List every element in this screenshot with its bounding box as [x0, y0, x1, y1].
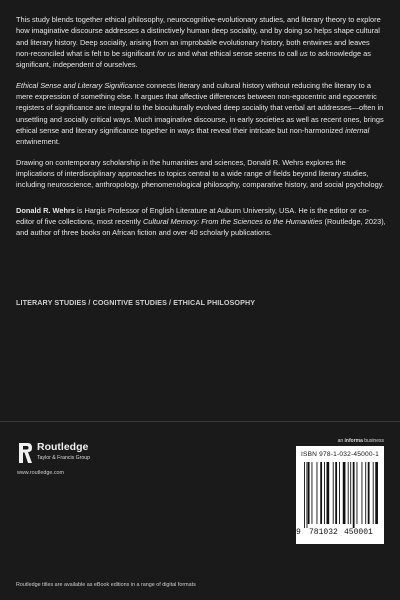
barcode-bar — [348, 462, 349, 524]
description-paragraph-1 — [16, 14, 386, 70]
text-span: and what ethical sense seems to call — [175, 48, 300, 58]
isbn-label: ISBN 978-1-032-45000-1 — [300, 451, 380, 458]
barcode-bar — [373, 462, 374, 524]
barcode-bar — [312, 462, 313, 524]
barcode-bar — [307, 462, 308, 528]
text-span: (Routledge, 2023), and author of three books on African fiction and over 40 scholarly publications. — [16, 216, 386, 237]
barcode-bar — [317, 462, 318, 524]
text-emphasis: us — [299, 48, 308, 58]
barcode-bar — [308, 462, 310, 524]
publisher-group: Taylor & Francis Group — [37, 454, 91, 461]
barcode-bars — [302, 462, 378, 530]
barcode-bar — [339, 462, 340, 524]
routledge-logo-icon — [17, 441, 33, 465]
description-paragraph-2 — [16, 80, 386, 148]
subject-categories: LITERARY STUDIES / COGNITIVE STUDIES / ETHICAL PHILOSOPHY — [16, 298, 256, 307]
barcode-left-digits: 781032 — [309, 528, 338, 537]
publisher-name: Routledge — [37, 441, 89, 453]
barcode-bar — [368, 462, 370, 524]
text-span: to acknowledge as significant, independent of ourselves. — [16, 48, 371, 69]
book-title: Ethical Sense and Literary Significance — [16, 80, 145, 90]
text-emphasis: internal — [345, 125, 370, 135]
barcode-bar — [365, 462, 366, 524]
text-span: connects literary and cultural history without reducing the literary to a mere expression of something else. It argues that affective differences between non-egocentric and egocentric registers of significance are integral to the bioculturally evolved deep sociality that verbal art addresses—often in unsettling and socially critical ways. Much imaginative discourse, in early societies as well as recent ones, brings ethical sense and literary significance together in ways that reveal their intricate but non-harmonized — [16, 80, 384, 135]
barcode-bar — [320, 462, 322, 524]
text-emphasis: for us — [156, 48, 176, 58]
informa-tagline — [338, 438, 384, 444]
barcode-bar — [333, 462, 334, 524]
isbn-barcode — [296, 446, 384, 544]
text-span: is Hargis Professor of English Literature at Auburn University, USA. He is the editor or co-editor of five collections, most recently — [16, 205, 369, 226]
barcode-bar — [304, 462, 305, 528]
back-cover-text — [16, 14, 386, 248]
barcode-bar — [362, 462, 363, 524]
barcode-bar — [324, 462, 325, 524]
text-span: an — [337, 438, 345, 444]
barcode-first-digit: 9 — [296, 528, 301, 537]
informa-wordmark: informa — [344, 438, 363, 444]
publisher-logo — [17, 441, 90, 465]
text-span: This study blends together ethical philosophy, neurocognitive-evolutionary studies, and literary theory to explore how imaginative discourse addresses a distinctively human deep sociality, and by doing so helps shape cultural and literary history. Deep sociality, arising from an improbable evolutionary history, both entwines and leaves non-reconciled what is felt to be significant — [16, 15, 381, 58]
ebook-notice: Routledge titles are available as eBook editions in a range of digital formats — [16, 582, 196, 588]
barcode-bar — [353, 462, 355, 528]
barcode-right-digits: 450001 — [344, 528, 373, 537]
text-span: business — [362, 438, 384, 444]
author-name: Donald R. Wehrs — [16, 205, 75, 215]
barcode-bar — [357, 462, 358, 524]
publisher-url: www.routledge.com — [17, 470, 65, 476]
divider — [0, 421, 400, 422]
description-paragraph-3: Drawing on contemporary scholarship in the humanities and sciences, Donald R. Wehrs explores the implications of interdisciplinary approaches to topics central to a wide range of fields beyond literary studies, including neuroscience, anthropology, phenomenological philosophy, comparative history, and social psychology. — [16, 157, 384, 190]
barcode-bar — [343, 462, 346, 524]
barcode-bar — [327, 462, 330, 524]
logo-text — [37, 442, 90, 461]
cited-book-title: Cultural Memory: From the Sciences to the Humanities — [142, 216, 323, 226]
barcode-bar — [335, 462, 337, 524]
barcode-bar — [375, 462, 378, 524]
author-bio — [16, 205, 386, 239]
barcode-bar — [350, 462, 351, 524]
text-span: entwinement. — [16, 137, 60, 146]
